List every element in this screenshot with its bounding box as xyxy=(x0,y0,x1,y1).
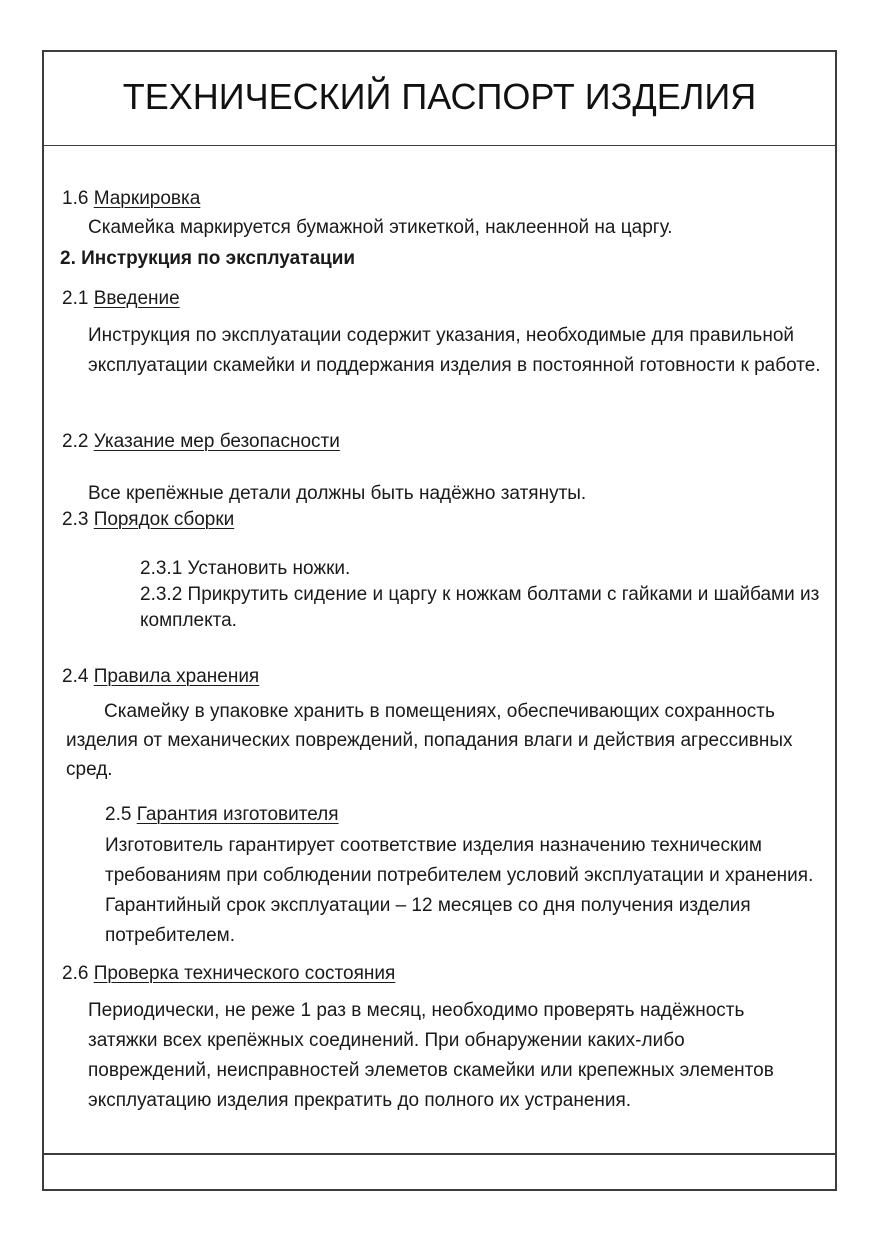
section-2-5-number: 2.5 xyxy=(105,804,132,825)
section-2-6-body: Периодически, не реже 1 раз в месяц, необходимо проверять надёжность затяжки всех крепёжных соединений. При обнаружении каких-либо повреждений, неисправностей элеметов скамейки или крепежных элементов эксплуатацию изделия прекратить до полного их устранения. xyxy=(88,1000,774,1111)
section-2-2-number: 2.2 xyxy=(62,431,89,452)
section-2-1-body: Инструкция по эксплуатации содержит указания, необходимые для правильной эксплуатации скамейки и поддержания изделия в постоянной готовности к работе. xyxy=(88,325,821,376)
section-2-6-heading xyxy=(62,959,395,989)
section-2-1-title: Введение xyxy=(93,288,180,309)
section-2-6-title: Проверка технического состояния xyxy=(93,963,396,984)
section-2-2-title: Указание мер безопасности xyxy=(93,431,340,452)
section-2-5-title: Гарантия изготовителя xyxy=(136,804,339,825)
section-2-3-title: Порядок сборки xyxy=(93,509,235,530)
title-divider xyxy=(44,145,835,146)
section-2-4-heading xyxy=(62,662,259,692)
assembly-step-1: 2.3.1 Установить ножки. xyxy=(140,558,351,579)
section-1-6-number: 1.6 xyxy=(62,188,89,209)
section-2-5-heading xyxy=(105,800,339,830)
section-1-6-title: Маркировка xyxy=(93,188,201,209)
section-2-heading xyxy=(60,244,355,274)
section-2-1-number: 2.1 xyxy=(62,288,89,309)
section-2-4-body: Скамейку в упаковке хранить в помещениях, обеспечивающих сохранность изделия от механических повреждений, попадания влаги и действия агрессивных сред. xyxy=(66,701,793,780)
assembly-step-2: 2.3.2 Прикрутить сидение и царгу к ножкам болтами с гайками и шайбами из комплекта. xyxy=(140,584,820,631)
section-2-number: 2. xyxy=(60,248,76,269)
page-title: ТЕХНИЧЕСКИЙ ПАСПОРТ ИЗДЕЛИЯ xyxy=(122,76,757,117)
section-2-4-title: Правила хранения xyxy=(93,666,260,687)
section-1-6-heading xyxy=(62,184,200,214)
section-1-6-body: Скамейка маркируется бумажной этикеткой, наклеенной на царгу. xyxy=(88,217,673,238)
section-2-5-body: Изготовитель гарантирует соответствие изделия назначению техническим требованиям при соблюдении потребителем условий эксплуатации и хранения. Гарантийный срок эксплуатации – 12 месяцев со дня получения изделия потребителем. xyxy=(105,835,814,946)
section-2-3-heading xyxy=(62,505,234,535)
title-box xyxy=(42,50,837,144)
section-2-title: Инструкция по эксплуатации xyxy=(81,248,356,269)
section-2-4-number: 2.4 xyxy=(62,666,89,687)
section-2-3-number: 2.3 xyxy=(62,509,89,530)
section-2-3-items xyxy=(140,556,830,634)
section-2-6-number: 2.6 xyxy=(62,963,89,984)
section-2-2-heading xyxy=(62,427,340,457)
footer-divider xyxy=(44,1153,835,1155)
section-2-1-heading xyxy=(62,284,180,314)
section-2-2-body: Все крепёжные детали должны быть надёжно затянуты. xyxy=(88,483,587,504)
